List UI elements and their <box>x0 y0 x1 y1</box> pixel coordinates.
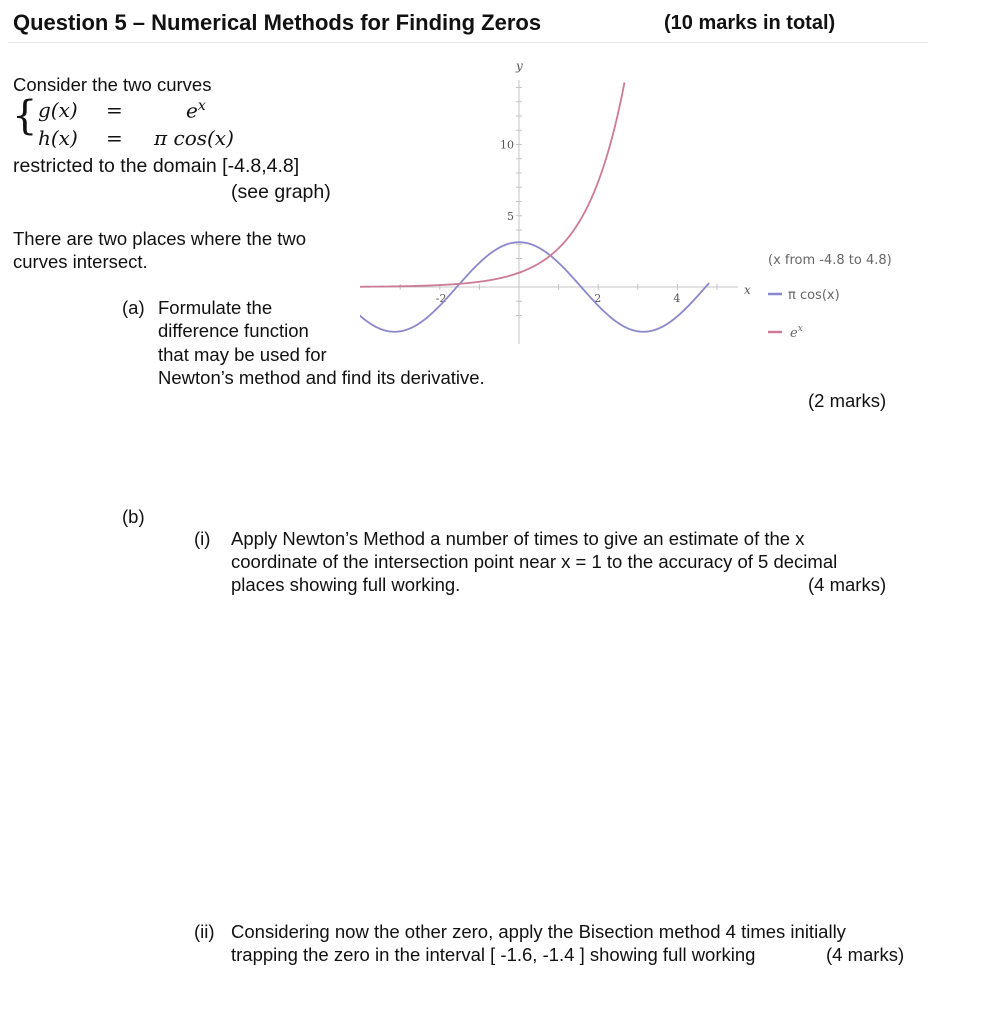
part-a-line-1: Formulate the <box>158 297 273 318</box>
part-a-line-4: Newton’s method and find its derivative. <box>158 367 485 388</box>
x-tick-label: -2 <box>435 292 447 305</box>
legend-cos-label: π cos(x) <box>788 288 840 303</box>
y-axis-label: y <box>516 59 523 73</box>
g-equals: = <box>106 98 123 122</box>
h-equals: = <box>106 126 123 150</box>
y-tick-labels <box>500 139 514 223</box>
intersect-line-1: There are two places where the two <box>13 228 307 249</box>
g-rhs <box>186 98 206 123</box>
question-title: Question 5 – Numerical Methods for Finding Zeros <box>13 10 542 35</box>
part-b-i-label: (i) <box>194 528 211 549</box>
g-lhs: g(x) <box>38 98 78 122</box>
function-graph <box>360 52 940 352</box>
part-b-i-line-2: coordinate of the intersection point near x = 1 to the accuracy of 5 decimal <box>231 551 838 572</box>
y-tick-label: 5 <box>507 209 514 223</box>
legend-exp-base: e <box>790 326 798 341</box>
part-b-ii-line-1: Considering now the other zero, apply the Bisection method 4 times initially <box>231 921 846 942</box>
exp-curve <box>360 82 624 286</box>
h-rhs: π cos(x) <box>154 126 234 150</box>
g-rhs-exponent: x <box>197 98 206 114</box>
g-rhs-base: e <box>186 98 198 123</box>
system-brace: { <box>12 93 38 139</box>
part-b-i-marks: (4 marks) <box>808 574 887 595</box>
x-tick-label: 2 <box>594 292 602 305</box>
part-b-label: (b) <box>122 506 145 527</box>
intersect-line-2: curves intersect. <box>13 251 148 272</box>
part-b-i-line-1: Apply Newton’s Method a number of times to give an estimate of the x <box>231 528 805 549</box>
header-divider <box>8 42 928 43</box>
legend-range: (x from -4.8 to 4.8) <box>768 253 892 268</box>
see-graph-text: (see graph) <box>231 181 331 203</box>
x-tick-label: 4 <box>673 292 681 305</box>
x-tick-labels <box>436 292 681 305</box>
domain-text: restricted to the domain [-4.8,4.8] <box>13 155 300 177</box>
part-a-line-2: difference function <box>158 320 309 341</box>
part-a-line-3: that may be used for <box>158 344 327 365</box>
y-tick-label: 10 <box>500 138 514 152</box>
legend-exp-label <box>790 324 803 341</box>
part-b-ii-marks: (4 marks) <box>826 944 905 965</box>
part-a-marks: (2 marks) <box>808 390 887 411</box>
total-marks: (10 marks in total) <box>664 12 836 34</box>
legend-exp-sup: x <box>797 324 803 334</box>
part-b-ii-label: (ii) <box>194 921 215 942</box>
part-a-label: (a) <box>122 297 145 318</box>
consider-text: Consider the two curves <box>13 74 212 95</box>
x-axis-label: x <box>744 283 751 297</box>
h-lhs: h(x) <box>38 126 78 150</box>
part-b-ii-line-2: trapping the zero in the interval [ -1.6, -1.4 ] showing full working <box>231 944 756 965</box>
part-b-i-line-3: places showing full working. <box>231 574 461 595</box>
